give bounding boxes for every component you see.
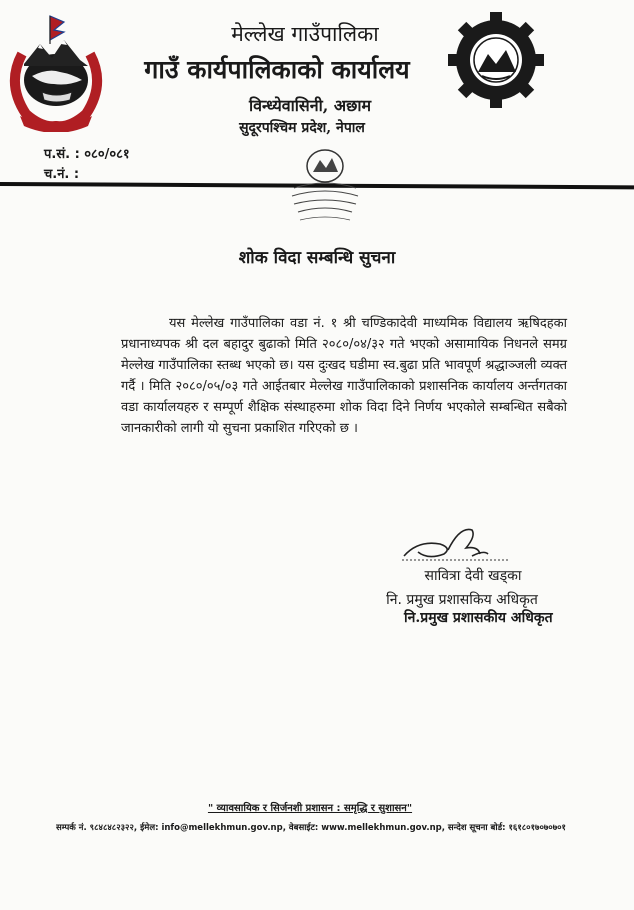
nepal-emblem-icon (2, 14, 110, 132)
letter-reference-number: प.सं. : ०८०/०८१ (44, 147, 130, 162)
office-name-line1: मेल्लेख गाउँपालिका (231, 22, 379, 46)
notice-subject: शोक विदा सम्बन्धि सुचना (238, 248, 396, 268)
footer-contact-info: सम्पर्क नं. ९८४८४८२३२२, ईमेल: info@mellekhmun.gov.np, वेबसाईट: www.mellekhmun.gov.np, सन्देश सूचना बोर्ड: १६१८०१७०७०७०१ (56, 823, 566, 833)
municipality-logo-icon (446, 10, 546, 110)
office-name-line2: गाउँ कार्यपालिकाको कार्यालय (144, 55, 410, 84)
notice-body: यस मेल्लेख गाउँपालिका वडा नं. १ श्री चण्डिकादेवी माध्यमिक विद्यालय ऋषिदहका प्रधानाध्यपक श्री दल बहादुर बुढाको मिति २०८०/०४/३२ गते भएको असामायिक निधनले समग्र मेल्लेख गाउँपालिका स्तब्ध भएको छ। यस दुःखद घडीमा स्व.बुढा प्रति भावपूर्ण श्रद्धाञ्जली व्यक्त गर्दै । मिति २०८०/०५/०३ गते आईतबार मेल्लेख गाउँपालिकाको प्रशासनिक कार्यालय अर्न्तगतका वडा कार्यालयहरु र सम्पूर्ण शैक्षिक संस्थाहरुमा शोक विदा दिने निर्णय भएकोले सम्बन्धित सबैको जानकारीको लागी यो सुचना प्रकाशित गरिएको छ । (121, 316, 567, 436)
signatory-title: नि. प्रमुख प्रशासकिय अधिकृत (386, 592, 538, 608)
signatory-title-stamp: नि.प्रमुख प्रशासकीय अधिकृत (404, 610, 553, 626)
signatory-name: सावित्रा देवी खड्का (424, 568, 522, 584)
footer-motto: " व्यावसायिक र सिर्जनशी प्रशासन : समृद्धि र सुशासन" (207, 803, 413, 814)
dispatch-number: च.नं. : (44, 167, 80, 182)
handwritten-signature (398, 520, 518, 564)
office-seal-stamp (280, 142, 370, 226)
office-province-line: सुदूरपश्चिम प्रदेश, नेपाल (239, 120, 365, 136)
office-address-line: विन्ध्येवासिनी, अछाम (248, 96, 372, 115)
